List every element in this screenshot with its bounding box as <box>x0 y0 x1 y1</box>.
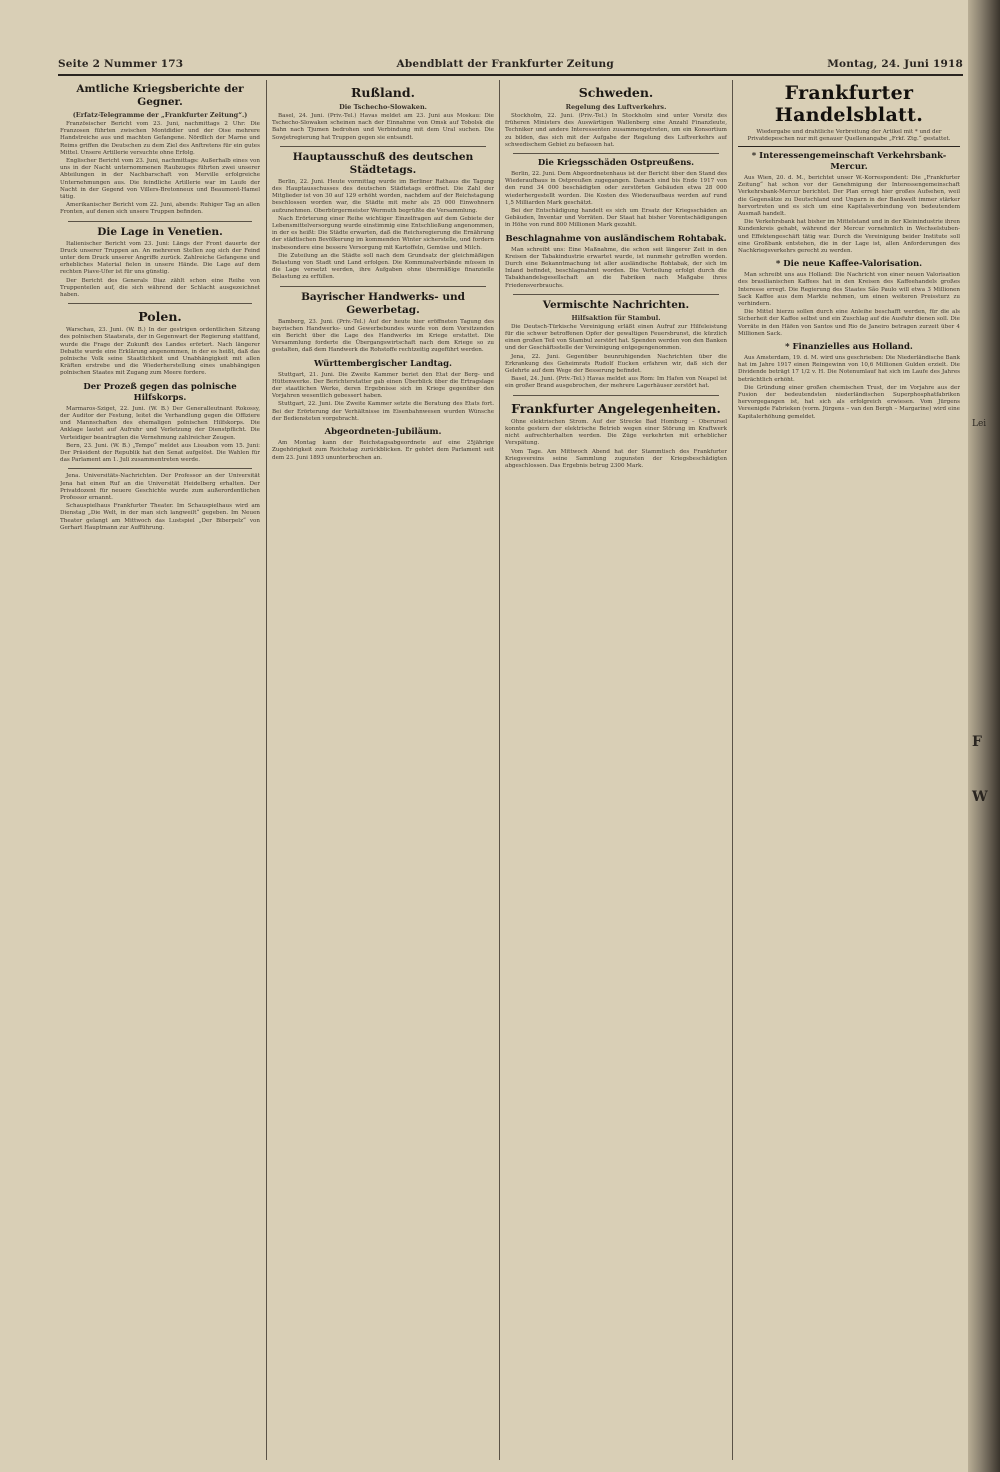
article-paragraph: Stuttgart, 22. Juni. Die Zweite Kammer setzte die Beratung des Etats fort. Bei der Erörterung der Verhältnisse im Eisenbahnwesen wurden Wünsche der Bediensteten vorgebracht. <box>272 401 494 422</box>
article-paragraph: Berlin, 22. Juni. Dem Abgeordnetenhaus ist der Bericht über den Stand des Wiederaufbaus in Ostpreußen zugegangen. Danach sind bis Ende 1917 von den rund 34 000 beschädigten oder zerstörten Gebäuden etwa 28 000 wiederhergestellt worden. Die Kosten des Wiederaufbaus werden auf rund 1,5 Milliarden Mark geschätzt. <box>505 171 727 206</box>
article-paragraph: Französischer Bericht vom 23. Juni, nachmittags 2 Uhr: Die Franzosen führten zwischen Montdidier und der Oise mehrere Handstreiche aus und machten Gefangene. Nördlich der Marne und Reims griffen die Deutschen zu dem Ziel des Anftretens für ein gutes Mittel. Unsere Artillerie versuchte ohne Erfolg. <box>60 121 260 156</box>
column-3 <box>505 80 727 1460</box>
edge-text-fragment: W <box>972 789 988 805</box>
article-paragraph: Die Deutsch-Türkische Vereinigung erläßt einen Aufruf zur Hilfeleistung für die schwer betroffenen Opfer der gewaltigen Feuersbrunst, die kürzlich einen großen Teil von Stambul zerstört hat. Spenden werden von den Banken und der Geschäftsstelle der Vereinigung entgegengenommen. <box>505 323 727 352</box>
section-heading: Der Prozeß gegen das polnische Hilfskorps. <box>83 381 237 403</box>
article-paragraph: Stuttgart, 21. Juni. Die Zweite Kammer beriet den Etat der Berg- und Hüttenwerke. Der Berichterstatter gab einen Überblick über die Ertragslage der staatlichen Werke, deren Ergebnisse sich im Kriege gegenüber den Vorjahren wesentlich gebessert haben. <box>272 371 494 400</box>
article-headline: Frankfurter Angelegenheiten. <box>511 400 721 416</box>
article-paragraph: Vom Tage. Am Mittwoch Abend hat der Stammtisch des Frankfurter Kriegsvereins seine Sammlung zugunsten der Kriegsbeschädigten abgeschlossen. Das Ergebnis betrug 2300 Mark. <box>505 448 727 469</box>
article-paragraph: Die Mittel hierzu sollen durch eine Anleihe beschafft werden, für die als Sicherheit der Kaffee selbst und ein Zuschlag auf die Ausfuhr dienen soll. Die Vorräte in den Häfen von Santos und Rio de Janeiro betragen zurzeit über 4 Millionen Sack. <box>738 309 960 337</box>
article-paragraph: Man schreibt uns: Eine Maßnahme, die schon seit längerer Zeit in den Kreisen der Tabakindustrie erwartet wurde, ist nunmehr getroffen worden. Durch eine Bekanntmachung ist aller ausländische Rohtabak, der sich im Inland befindet, beschlagnahmt worden. Die Verteilung erfolgt durch die Tabakhandelsgesellschaft an die Fabriken nach Maßgabe ihres Friedensverbrauchs. <box>505 246 727 289</box>
article-paragraph: Jena, 22. Juni. Gegenüber beunruhigenden Nachrichten über die Erkrankung des Geheimrats Rudolf Eucken erfahren wir, daß sich der Gelehrte auf dem Wege der Besserung befindet. <box>505 353 727 375</box>
article-subhead: Hilfsaktion für Stambul. <box>571 313 661 322</box>
section-rule <box>68 303 252 304</box>
article-paragraph: Die Zuteilung an die Städte soll nach dem Grundsatz der gleichmäßigen Belastung von Stadt und Land erfolgen. Die Kommunalverbände müssen in die Lage versetzt werden, ihre Aufgaben ohne übermäßige finanzielle Belastung zu erfüllen. <box>272 252 494 281</box>
section-rule <box>280 146 486 147</box>
article-paragraph: Bei der Entschädigung handelt es sich um Ersatz der Kriegsschäden an Gebäuden, Inventar und Vorräten. Der Staat hat bisher Vorentschädigungen in Höhe von rund 800 Millionen Mark gezahlt. <box>505 208 727 229</box>
article-paragraph: Der Bericht des Generals Diaz zählt schon eine Reihe von Truppenteilen auf, die sich während der Schlacht ausgezeichnet haben. <box>60 277 260 299</box>
column-4 <box>738 80 960 1460</box>
section-heading: Beschlagnahme von ausländischem Rohtabak. <box>505 233 727 244</box>
section-heading: Württembergischer Landtag. <box>313 358 453 369</box>
article-paragraph: Man schreibt uns aus Holland: Die Nachricht von einer neuen Valorisation des brasilianischen Kaffees hat in den Kreisen des Kaffeehandels großes Interesse erregt. Die Regierung des Staates São Paulo will etwa 3 Millionen Sack Kaffee aus dem Markte nehmen, um einen weiteren Preissturz zu verhindern. <box>738 272 960 308</box>
article-paragraph: Amerikanischer Bericht vom 22. Juni, abends: Ruhiger Tag an allen Fronten, auf denen sich unsere Truppen befinden. <box>60 202 260 216</box>
adjacent-page-edge <box>968 0 1000 1472</box>
newspaper-title: Abendblatt der Frankfurter Zeitung <box>396 58 614 70</box>
issue-date: Montag, 24. Juni 1918 <box>827 58 963 70</box>
article-paragraph: Bern, 23. Juni. (W. B.) „Tempo“ meldet aus Lissabon vom 15. Juni: Der Präsident der Republik hat den Senat aufgelöst. Die Wahlen für das Parlament am 1. Juli zusammentreten werde. <box>60 442 260 464</box>
article-paragraph: Warschau, 23. Juni. (W. B.) In der gestrigen ordentlichen Sitzung des polnischen Staatsrats, der in Gegenwart der Regierung stattfand, wurde die Frage der Zukunft des Landes erörtert. Nach längerer Debatte wurde eine Erklärung angenommen, in der es heißt, daß das polnische Volk seine Staatlichkeit und Unabhängigkeit mit allen Kräften erstrebe und die Wiederherstellung eines unabhängigen polnischen Staates mit Zugang zum Meere fordere. <box>60 327 260 377</box>
article-paragraph: Die Gründung einer großen chemischen Trust, der im Vorjahre aus der Fusion der bedeutendsten niederländischen Superphosphatfabriken hervorgegangen ist, hat sich als erfolgreich erwiesen. Vom Jürgens Vereenigde Fabrieken (vorm. Jürgens – van den Bergh – Margarine) wird eine Kapitalerhöhung gemeldet. <box>738 384 960 420</box>
section-heading: * Die neue Kaffee-Valorisation. <box>775 259 923 270</box>
article-subhead: Regelung des Luftverkehrs. <box>565 103 667 111</box>
page-header <box>58 56 963 72</box>
section-heading: * Interessengemeinschaft Verkehrsbank-Mercur. <box>751 151 947 172</box>
article-paragraph: Schauspielhaus Frankfurter Theater. Im Schauspielhaus wird am Dienstag „Die Welt, in der man sich langweilt“ gegeben. Im Neuen Theater gelangt am Mittwoch das Lustspiel „Der Biberpelz“ von Gerhart Hauptmann zur Aufführung. <box>60 503 260 531</box>
article-paragraph: Berlin, 22. Juni. Heute vormittag wurde im Berliner Rathaus die Tagung des Hauptausschusses des deutschen Städtetags eröffnet. Die Zahl der Mitglieder ist von 30 auf 129 erhöht worden, nachdem auf der Reichstagung beschlossen worden war, die Städte mit mehr als 25 000 Einwohnern aufzunehmen. Oberbürgermeister Wermuth begrüßte die Versammlung. <box>272 178 494 214</box>
article-paragraph: Aus Wien, 20. d. M., berichtet unser W.-Korrespondent: Die „Frankfurter Zeitung“ hat schon vor der Genehmigung der Interessengemeinschaft Verkehrsbank-Mercur berichtet. Der Plan erregt hier großes Aufsehen, weil die Gegensätze zu Deutschland und Ungarn in der Bankwelt immer stärker hervortreten und es sich um eine Kapitalsverbindung von bedeutendem Ausmaß handelt. <box>738 175 960 218</box>
section-rule <box>68 468 252 469</box>
article-headline: Schweden. <box>578 85 654 100</box>
article-headline: Bayrischer Handwerks- und Gewerbetag. <box>301 290 465 316</box>
section-masthead: Frankfurter Handelsblatt. <box>774 82 924 126</box>
article-paragraph: Italienischer Bericht vom 23. Juni: Längs der Front dauerte der Druck unserer Truppen an. An mehreren Stellen zog sich der Feind unter dem Druck unserer Angriffe zurück. Zahlreiche Gefangene und erhebliches Material fielen in unsere Hände. Die Lage auf dem rechten Piave-Ufer ist für uns günstig. <box>60 240 260 276</box>
column-1 <box>60 80 260 1460</box>
masthead-notice: Wiedergabe und drahtliche Verbreitung der Artikel mit * und der Privatdepeschen nur mit genauer Quellenangabe „Frkf. Ztg.“ gestattet. <box>738 129 960 147</box>
article-headline: Rußland. <box>350 85 415 100</box>
article-headline: Die Lage in Venetien. <box>97 225 223 238</box>
section-rule <box>513 294 719 295</box>
section-heading: Die Kriegsschäden Ostpreußens. <box>537 158 695 169</box>
article-paragraph: Bamberg, 23. Juni. (Priv.-Tel.) Auf der heute hier eröffneten Tagung des bayrischen Handwerks- und Gewerbebundes wurde von dem Vorsitzenden ein Bericht über die Lage des Handwerks im Kriege erstattet. Die Versammlung forderte die Übergangswirtschaft nach dem Kriege so zu gestalten, daß dem Handwerk die Rohstoffe rechtzeitig zugeführt werden. <box>272 318 494 354</box>
article-paragraph: Basel, 24. Juni. (Priv.-Tel.) Havas meldet am 23. Juni aus Moskau: Die Tschecho-Slowaken scheinen nach der Einnahme von Omsk auf Tobolsk die Bahn nach Tjumen bedrohen und Verbindung mit dem Ural suchen. Die Sowjetregierung hat Truppen gegen sie entsandt. <box>272 113 494 141</box>
article-subhead: Die Tschecho-Slowaken. <box>339 103 427 111</box>
article-paragraph: Ohne elektrischen Strom. Auf der Strecke Bad Homburg – Oberursel konnte gestern der elektrische Betrieb wegen einer Störung im Kraftwerk nicht aufrechterhalten werden. Die Züge verkehrten mit erheblicher Verspätung. <box>505 418 727 447</box>
column-rule <box>499 80 500 1460</box>
section-rule <box>513 395 719 396</box>
article-paragraph: Nach Erörterung einer Reihe wichtiger Einzelfragen auf dem Gebiete der Lebensmittelversorgung wurde einstimmig eine Entschließung angenommen, in der es heißt: Die Städte erwarten, daß die Reichsregierung die Ernährung der städtischen Bevölkerung im kommenden Winter sicherstelle, und fordern insbesondere eine bessere Versorgung mit Kartoffeln, Gemüse und Milch. <box>272 215 494 251</box>
section-heading: Abgeordneten-Jubiläum. <box>324 427 442 438</box>
article-paragraph: Marmaros-Sziget, 22. Juni. (W. B.) Der Generalleutnant Rokossy, der Auditor der Festung, leitet die Verhandlung gegen die Offiziere und Mannschaften des ehemaligen polnischen Hilfskorps. Die Anklage lautet auf Aufruhr und Verletzung der Dienstpflicht. Die Verteidiger beantragten die Vernehmung zahlreicher Zeugen. <box>60 405 260 441</box>
article-paragraph: Englischer Bericht vom 23. Juni, nachmittags: Außerhalb eines von uns in der Nacht unternommenen Raubzuges führten zwei unserer Abteilungen in der Nachbarschaft von Merville erfolgreiche Unternehmungen aus. Die feindliche Artillerie war im Laufe der Nacht in der Gegend von Villers-Bretonneux und Beaumont-Hamel tätig. <box>60 158 260 201</box>
column-2 <box>272 80 494 1460</box>
article-paragraph: Basel, 24. Juni. (Priv.-Tel.) Havas meldet aus Rom: Im Hafen von Neapel ist ein großer Brand ausgebrochen, der mehrere Lagerhäuser zerstört hat. <box>505 376 727 390</box>
article-headline: Polen. <box>138 309 182 325</box>
article-paragraph: Aus Amsterdam, 19. d. M. wird uns geschrieben: Die Niederländische Bank hat im Jahre 1917 einen Reingewinn von 10,6 Millionen Gulden erzielt. Die Dividende beträgt 17 1/2 v. H. Die Notenumlauf hat sich im Laufe des Jahres beträchtlich erhöht. <box>738 355 960 383</box>
header-rule <box>58 74 963 76</box>
article-paragraph: Am Montag kann der Reichstagsabgeordnete auf eine 25jährige Zugehörigkeit zum Reichstag zurückblicken. Er gehört dem Parlament seit dem 23. Juni 1893 ununterbrochen an. <box>272 440 494 461</box>
section-rule <box>280 286 486 287</box>
column-rule <box>732 80 733 1460</box>
section-rule <box>513 153 719 154</box>
article-paragraph: Die Verkehrsbank hat bisher im Mittelstand und in der Kleinindustrie ihren Kundenkreis gehabt, während der Mercur vornehmlich in Wechselstuben- und Effektengeschäft tätig war. Durch die Vereinigung beider Institute soll eine Großbank entstehen, die in der Lage ist, allen Anforderungen des Nachkriegsverkehrs gerecht zu werden. <box>738 219 960 255</box>
article-paragraph: Jena. Universitäts-Nachrichten. Der Professor an der Universität Jena hat einen Ruf an die Universität Heidelberg erhalten. Der Privatdozent für neuere Geschichte wurde zum außerordentlichen Professor ernannt. <box>60 473 260 501</box>
edge-text-fragment: F <box>972 734 982 750</box>
section-heading: * Finanzielles aus Holland. <box>785 342 913 353</box>
article-headline: Vermischte Nachrichten. <box>542 298 690 311</box>
article-subhead: (Erfatz-Telegramme der „Frankfurter Zeitung“.) <box>72 111 248 119</box>
section-rule <box>68 221 252 222</box>
article-headline: Amtliche Kriegsberichte der Gegner. <box>76 83 244 108</box>
article-headline: Hauptausschuß des deutschen Städtetags. <box>292 150 474 176</box>
page-number: Seite 2 Nummer 173 <box>58 58 184 70</box>
article-paragraph: Stockholm, 22. Juni. (Priv.-Tel.) In Stockholm sind unter Vorsitz des früheren Ministers des Auswärtigen Wallenberg eine Anzahl Finanzleute, Techniker und andere Interessenten zusammengetreten, um ein Konsortium zu bilden, das sich mit der Aufgabe der Regelung des Luftverkehrs auf schwedischem Gebiet zu befassen hat. <box>505 113 727 148</box>
column-rule <box>266 80 267 1460</box>
edge-text-fragment: Lei <box>972 419 987 429</box>
